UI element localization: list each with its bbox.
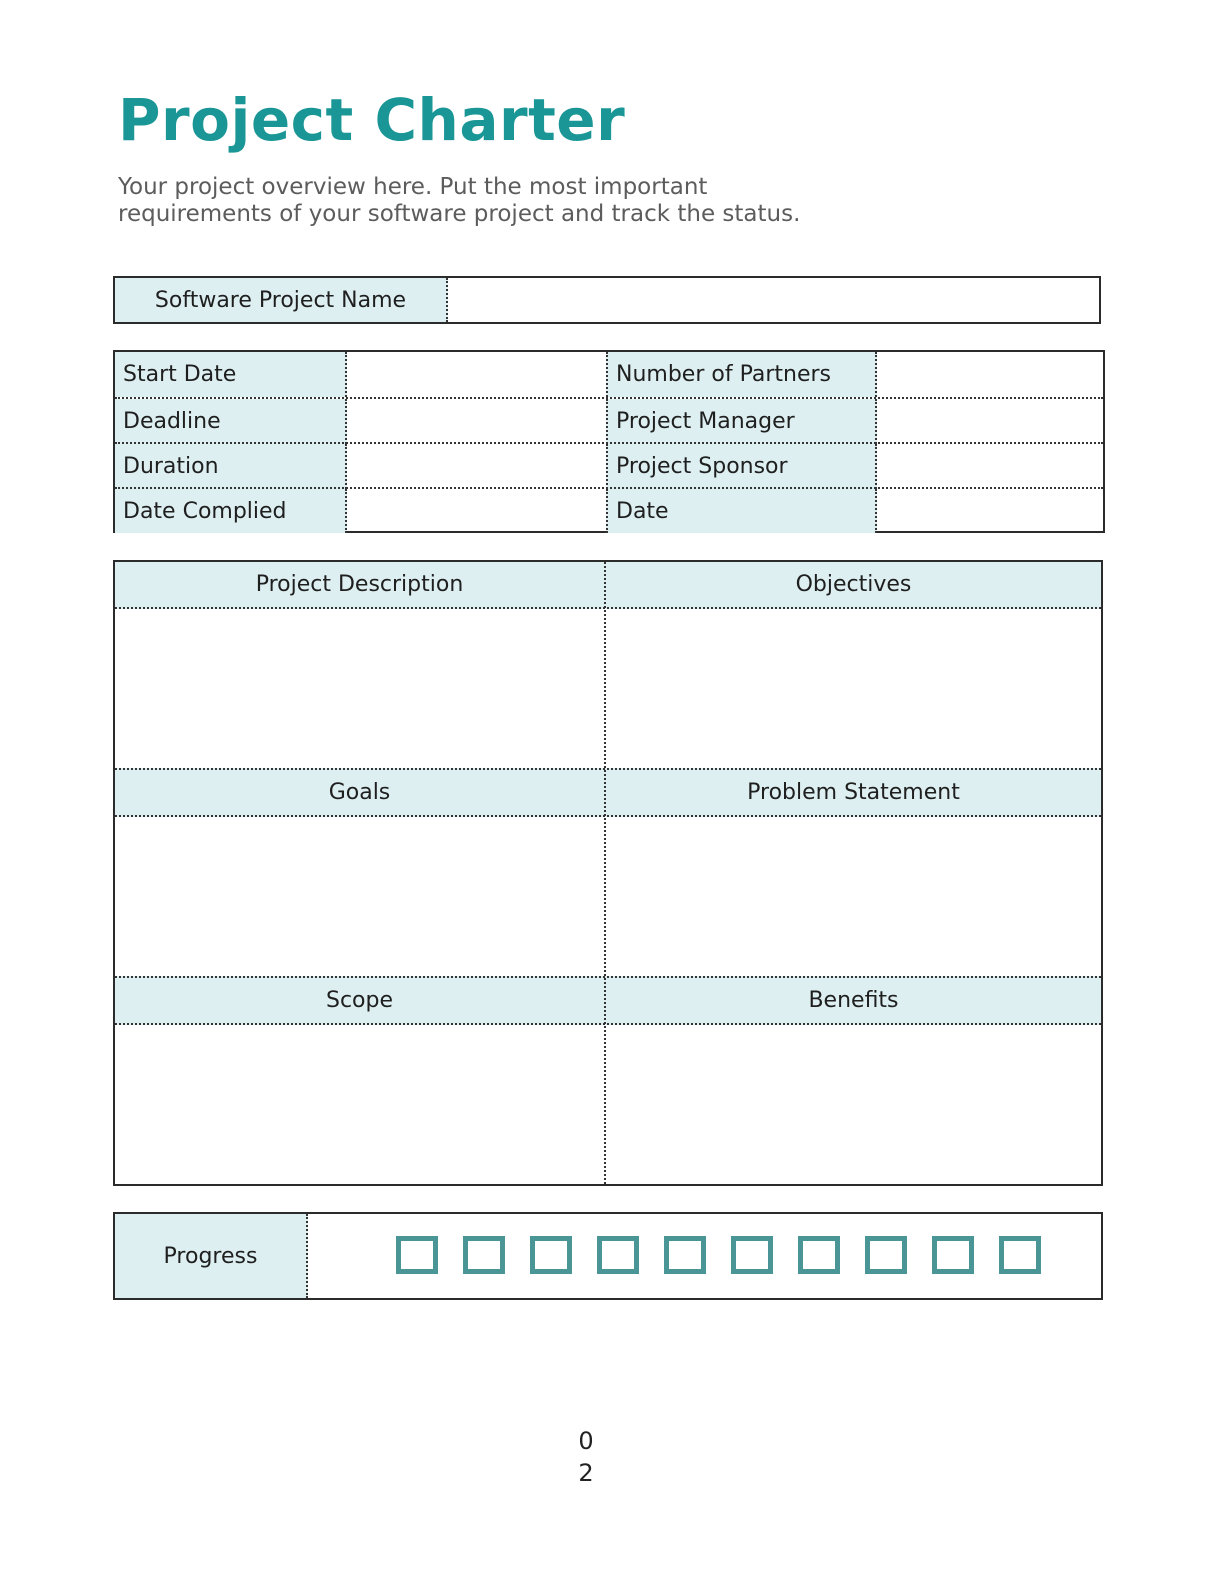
project-name-field[interactable] (448, 278, 1099, 322)
goals-heading: Goals (328, 780, 391, 805)
progress-checkbox[interactable] (798, 1236, 840, 1274)
scope-field[interactable] (115, 1025, 604, 1184)
project-sponsor-label: Project Sponsor (606, 444, 877, 489)
subtitle-line: Your project overview here. Put the most important (118, 174, 708, 200)
progress-checkbox[interactable] (396, 1236, 438, 1274)
progress-checkboxes (396, 1236, 1041, 1276)
project-description-heading: Project Description (255, 572, 464, 597)
number-of-partners-label: Number of Partners (606, 352, 877, 397)
date-complied-field[interactable] (349, 489, 606, 533)
section-header-row (115, 562, 1101, 609)
subtitle-line: requirements of your software project and track the status. (118, 201, 801, 227)
project-name-row (113, 276, 1101, 324)
project-description-field[interactable] (115, 609, 604, 768)
start-date-label: Start Date (115, 352, 347, 397)
section-header-row (115, 976, 1101, 1025)
duration-label: Duration (115, 444, 347, 489)
problem-statement-heading: Problem Statement (747, 780, 960, 805)
info-row (115, 487, 1103, 533)
date-label: Date (606, 489, 877, 533)
goals-field[interactable] (115, 817, 604, 976)
page-subtitle (118, 174, 918, 228)
page-title: Project Charter (118, 86, 626, 154)
page-number-digit: 2 (578, 1459, 594, 1487)
benefits-heading: Benefits (808, 988, 899, 1013)
project-manager-field[interactable] (879, 399, 1103, 444)
project-manager-label: Project Manager (606, 399, 877, 444)
deadline-label: Deadline (115, 399, 347, 444)
info-row (115, 442, 1103, 489)
progress-checkbox[interactable] (731, 1236, 773, 1274)
progress-checkbox[interactable] (664, 1236, 706, 1274)
progress-checkbox[interactable] (463, 1236, 505, 1274)
column-divider (604, 562, 606, 1184)
project-sponsor-field[interactable] (879, 444, 1103, 489)
charter-sections-table (113, 560, 1103, 1186)
date-field[interactable] (879, 489, 1103, 533)
start-date-field[interactable] (349, 352, 606, 397)
page-number (576, 1425, 596, 1489)
progress-checkbox[interactable] (999, 1236, 1041, 1274)
number-of-partners-field[interactable] (879, 352, 1103, 397)
project-info-table (113, 350, 1105, 533)
progress-checkbox[interactable] (530, 1236, 572, 1274)
problem-statement-field[interactable] (606, 817, 1101, 976)
duration-field[interactable] (349, 444, 606, 489)
page-number-digit: 0 (578, 1427, 594, 1455)
progress-row (113, 1212, 1103, 1300)
info-row (115, 352, 1103, 397)
scope-heading: Scope (325, 988, 394, 1013)
section-header-row (115, 768, 1101, 817)
objectives-field[interactable] (606, 609, 1101, 768)
project-name-label: Software Project Name (115, 278, 448, 322)
progress-checkbox[interactable] (932, 1236, 974, 1274)
objectives-heading: Objectives (795, 572, 912, 597)
info-row (115, 397, 1103, 444)
progress-label: Progress (115, 1214, 308, 1298)
progress-checkbox[interactable] (597, 1236, 639, 1274)
deadline-field[interactable] (349, 399, 606, 444)
date-complied-label: Date Complied (115, 489, 347, 533)
benefits-field[interactable] (606, 1025, 1101, 1184)
progress-checkbox[interactable] (865, 1236, 907, 1274)
